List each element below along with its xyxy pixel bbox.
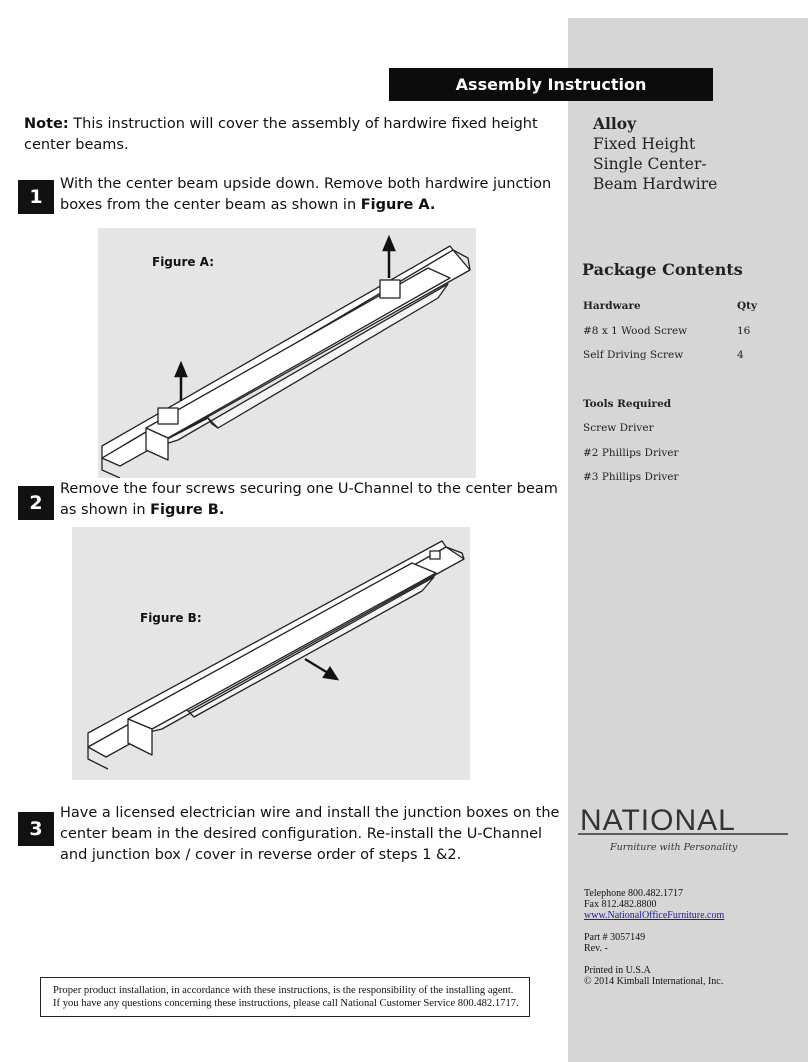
part-number: Part # 3057149: [584, 932, 646, 943]
package-contents-title: Package Contents: [582, 260, 743, 279]
note-paragraph: [24, 114, 544, 156]
fig-a-arrow-right-head: [384, 238, 394, 250]
fig-b-beam-top: [128, 563, 436, 729]
step-2-number: [18, 486, 54, 520]
fig-b-arrow-shaft: [305, 659, 328, 673]
figure-a-label: Figure A:: [152, 255, 214, 269]
step-1-number-text: 1: [29, 186, 43, 208]
logo-tagline: Furniture with Personality: [610, 842, 738, 853]
figure-b: [72, 527, 470, 780]
product-line-3: Single Center-: [593, 155, 707, 173]
hardware-qty-1: 16: [737, 325, 751, 337]
fig-a-arrow-left-head: [176, 364, 186, 376]
hardware-col-label: Hardware: [583, 300, 641, 312]
logo-wordmark: NATIONAL: [580, 804, 736, 837]
step-2-figure-ref: Figure B.: [150, 502, 225, 518]
disclaimer-line-2: If you have any questions concerning these instructions, please call National Customer Service 800.482.1717.: [53, 997, 519, 1009]
page-title-text: Assembly Instruction: [455, 75, 647, 94]
step-2-body: Remove the four screws securing one U-Channel to the center beam as shown in: [60, 481, 558, 518]
contact-phone: Telephone 800.482.1717: [584, 888, 684, 899]
copyright: © 2014 Kimball International, Inc.: [584, 976, 724, 987]
step-3-number: [18, 812, 54, 846]
step-1-text: [60, 174, 565, 216]
product-name: [593, 114, 717, 194]
disclaimer-line-1: Proper product installation, in accordance with these instructions, is the responsibility of the installing agent.: [53, 985, 514, 996]
tools-title-text: Tools Required: [583, 398, 672, 410]
fig-b-end-bracket: [430, 551, 440, 559]
revision: Rev. -: [584, 943, 608, 954]
hardware-header: [583, 300, 641, 312]
hardware-item-1: #8 x 1 Wood Screw: [583, 325, 688, 337]
figure-b-drawing: [72, 527, 470, 780]
step-3-number-text: 3: [29, 818, 43, 840]
fig-a-junction-box-left: [158, 408, 178, 424]
figure-b-label: Figure B:: [140, 611, 202, 625]
fig-a-junction-box-right: [380, 280, 400, 298]
website-link[interactable]: www.NationalOfficeFurniture.com: [584, 910, 725, 921]
contact-info: [584, 888, 724, 987]
printed-in: Printed in U.S.A: [584, 965, 651, 976]
tools-title: [583, 398, 671, 410]
qty-header: [737, 300, 757, 312]
product-line-1: Alloy: [593, 114, 637, 133]
step-1-number: [18, 180, 54, 214]
note-text: This instruction will cover the assembly of hardwire fixed height center beams.: [24, 116, 538, 153]
national-logo: [568, 800, 788, 860]
fig-b-arrow-head: [324, 668, 337, 679]
step-1-body: With the center beam upside down. Remove both hardwire junction boxes from the center beam as shown in: [60, 176, 552, 213]
step-3-text: Have a licensed electrician wire and install the junction boxes on the center beam in the desired configuration. Re-install the U-Channel and junction box / cover in reverse order of steps 1 &2.: [60, 805, 560, 863]
product-line-4: Beam Hardwire: [593, 175, 718, 193]
tool-item-1: Screw Driver: [583, 422, 654, 434]
figure-a: [98, 228, 476, 478]
tool-item-3: #3 Phillips Driver: [583, 471, 679, 483]
tool-item-2: #2 Phillips Driver: [583, 447, 679, 459]
step-2-number-text: 2: [29, 492, 43, 514]
contact-fax: Fax 812.482.8800: [584, 899, 657, 910]
fig-a-beam-top: [146, 268, 450, 438]
disclaimer-box: [40, 977, 530, 1017]
page-title: [389, 68, 713, 101]
step-1-figure-ref: Figure A.: [360, 197, 436, 213]
hardware-qty-2: 4: [737, 349, 744, 361]
product-line-2: Fixed Height: [593, 135, 696, 153]
note-label: Note:: [24, 116, 69, 132]
step-2-text: [60, 479, 565, 521]
qty-col-label: Qty: [737, 300, 758, 312]
hardware-item-2: Self Driving Screw: [583, 349, 684, 361]
